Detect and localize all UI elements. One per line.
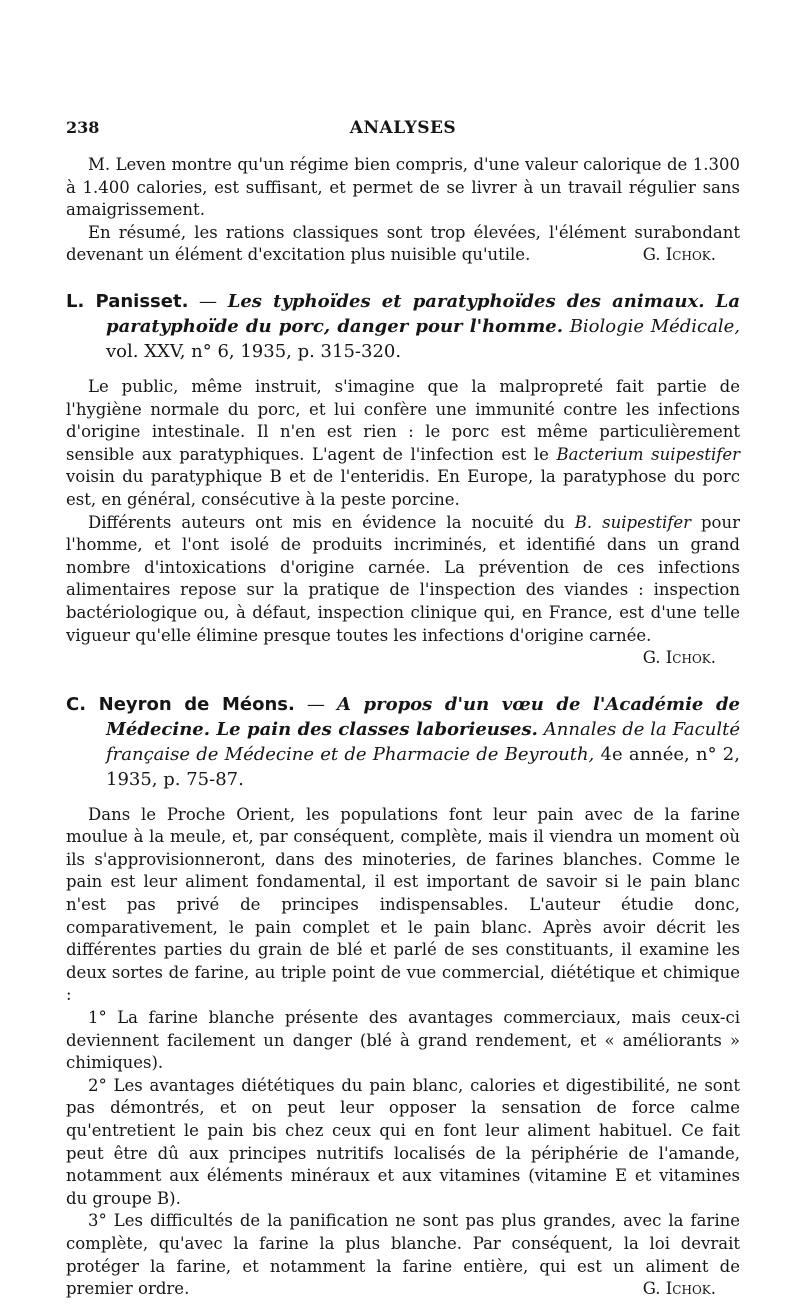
intro-paragraph-2-text: En résumé, les rations classiques sont trop élevées, l'élément surabondant devenant un élément d'excitation plus nuisible qu'utile. xyxy=(66,222,740,265)
heading-dash: — xyxy=(294,693,337,715)
article-panisset xyxy=(66,289,740,670)
page xyxy=(66,116,740,1301)
text-run: pour l'homme, et l'ont isolé de produits incriminés, et identifié dans un grand nombre d'intoxications d'origine carnée. La prévention de ces infections alimentaires repose sur la pratique de l'inspection des viandes : inspection bactériologique ou, à défaut, inspection clinique qui, en France, est d'une telle vigueur qu'elle élimine presque toutes les infections d'origine carnée. xyxy=(66,512,740,645)
article-paragraph-1 xyxy=(66,376,740,512)
signature: G. Ichok. xyxy=(642,1279,716,1299)
species-name: B. suipestifer xyxy=(574,512,691,532)
journal-reference: 4e année, n° 2, 1935, p. 75-87. xyxy=(106,743,740,790)
article-neyron xyxy=(66,692,740,1301)
list-item-1: 1° La farine blanche présente des avantages commerciaux, mais ceux-ci deviennent facilement un danger (blé à grand rendement, et « améliorants » chimiques). xyxy=(66,1008,740,1073)
species-name: Bacterium suipestifer xyxy=(556,444,740,464)
article-heading xyxy=(66,692,740,792)
article-author: L. Panisset. xyxy=(66,290,189,312)
article-paragraph-2 xyxy=(66,512,740,670)
journal-reference: vol. XXV, n° 6, 1935, p. 315-320. xyxy=(106,340,402,362)
article-author: C. Neyron de Méons. xyxy=(66,693,295,715)
text-run: Le public, même instruit, s'imagine que la malpropreté fait partie de l'hygiène normale du porc, et lui confère une immunité contre les infections d'origine intestinale. Il n'en est rien : le porc est même particulièrement sensible aux paratyphiques. L'agent de l'infection est le xyxy=(66,376,740,464)
article-title: Les typhoïdes et paratyphoïdes des animaux. La paratyphoïde du porc, danger pour l'homme. xyxy=(106,290,740,337)
article-title: A propos d'un vœu de l'Académie de Médecine. Le pain des classes laborieuses. xyxy=(106,693,740,740)
list-item-2: 2° Les avantages diététiques du pain blanc, calories et digestibilité, ne sont pas démontrés, et on peut leur opposer la sensation de force calme qu'entretient le pain bis chez ceux qui en font leur aliment habituel. Ce fait peut être dû aux principes nutritifs localisés de la périphérie de l'amande, notamment aux éléments minéraux et aux vitamines (vitamine E et vitamines du groupe B). xyxy=(66,1075,740,1208)
heading-dash: — xyxy=(188,290,228,312)
journal-name: Biologie Médicale, xyxy=(569,315,741,337)
page-header xyxy=(66,116,740,142)
running-head: ANALYSES xyxy=(349,118,457,138)
list-item-3-text: 3° Les difficultés de la panification ne sont pas plus grandes, avec la farine complète, qu'avec la farine la plus blanche. Par conséquent, la loi devrait protéger la farine, et notamment la farine entière, qui est un aliment de premier ordre. xyxy=(66,1211,740,1299)
text-run: voisin du paratyphique B et de l'enteridis. En Europe, la paratyphose du porc est, en général, consécutive à la peste porcine. xyxy=(66,467,740,509)
signature: G. Ichok. xyxy=(642,245,716,265)
text-run: Différents auteurs ont mis en évidence la nocuité du xyxy=(88,512,575,532)
article-paragraph-1: Dans le Proche Orient, les populations font leur pain avec de la farine moulue à la meule, et, par conséquent, complète, mais il viendra un moment où ils s'approvisionneront, dans des minoteries, de farines blanches. Comme le pain est leur aliment fondamental, il est important de savoir si le pain blanc n'est pas privé de principes indispensables. L'auteur étudie donc, comparativement, le pain complet et le pain blanc. Après avoir décrit les différentes parties du grain de blé et parlé de ses constituants, il examine les deux sortes de farine, au triple point de vue commercial, diététique et chimique : xyxy=(66,804,740,1005)
page-number: 238 xyxy=(66,118,100,137)
journal-name: Annales de la Faculté française de Médecine et de Pharmacie de Beyrouth, xyxy=(106,718,740,765)
article-heading xyxy=(66,289,740,364)
signature: G. Ichok. xyxy=(642,648,716,668)
intro-paragraph-2 xyxy=(66,222,740,267)
intro-paragraph-1: M. Leven montre qu'un régime bien compris, d'une valeur calorique de 1.300 à 1.400 calories, est suffisant, et permet de se livrer à un travail régulier sans amaigrissement. xyxy=(66,155,740,220)
list-item-3 xyxy=(66,1210,740,1300)
intro-section xyxy=(66,154,740,267)
